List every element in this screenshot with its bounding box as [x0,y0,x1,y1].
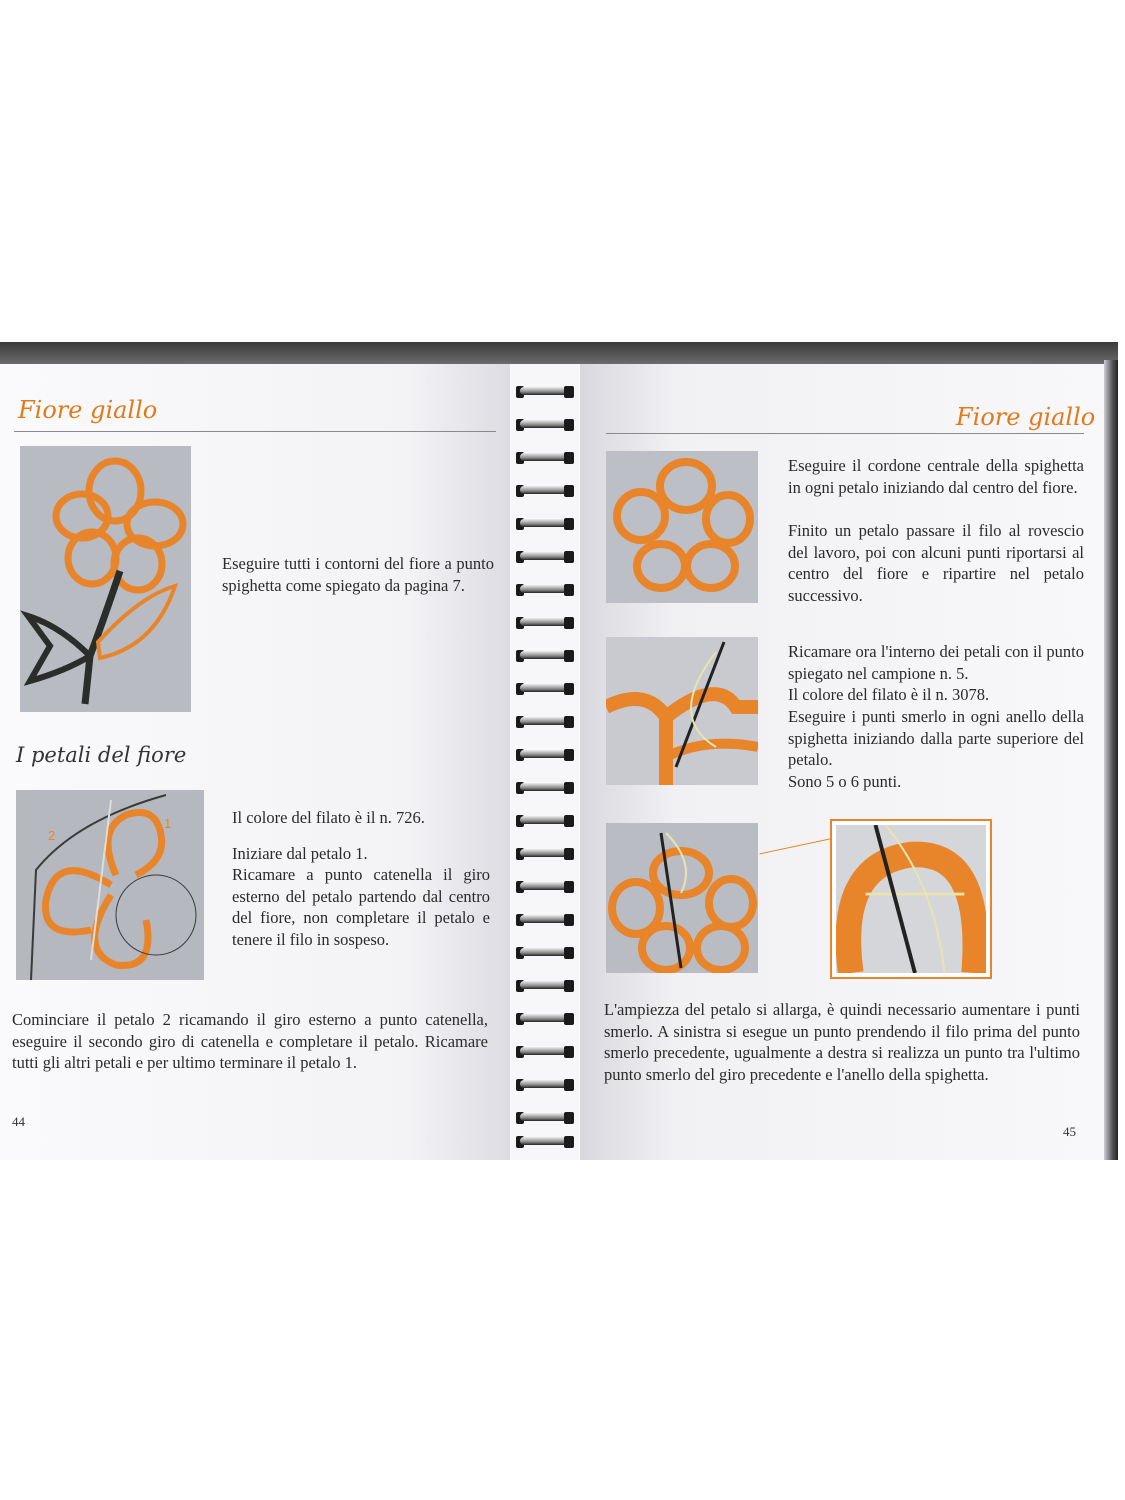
scan-right-edge [1104,360,1118,1160]
text-cordone: Eseguire il cordone centrale della spighetta in ogni petalo iniziando dal centro del fiore. [788,456,1084,497]
photo-label-2: 2 [48,828,56,843]
text-interno: Ricamare ora l'interno dei petali con il punto spiegato nel campione n. 5. [788,642,1084,683]
left-subtitle: I petali del fiore [16,743,187,767]
text-iniziare: Iniziare dal petalo 1. [232,844,368,863]
smerlo-detail-illustration [836,825,986,973]
text-ricamare: Ricamare a punto catenella il giro esterno del petalo partendo dal centro del fiore, non completare il petalo e tenere il filo in sospeso. [232,865,490,949]
text-colore-3078: Il colore del filato è il n. 3078. [788,685,990,704]
right-page-title: Fiore giallo [956,403,1096,431]
text-finito: Finito un petalo passare il filo al rovescio del lavoro, poi con alcuni punti riportarsi al centro del fiore e ripartire nel petalo successivo. [788,521,1084,605]
photo-label-1: 1 [164,816,172,831]
text-punti: Sono 5 o 6 punti. [788,772,902,791]
photo-flower-smerlo [606,823,758,973]
text-contorni: Eseguire tutti i contorni del fiore a punto spighetta come spiegato da pagina 7. [222,554,494,595]
text-colore-726: Il colore del filato è il n. 726. [232,808,425,827]
left-page-title: Fiore giallo [18,396,158,424]
text-smerlo: Eseguire i punti smerlo in ogni anello della spighetta iniziando dalla parte superiore del petalo. [788,707,1084,769]
photo-needle-interno [606,637,758,785]
photo-flower-cordone [606,451,758,603]
left-title-rule [14,431,496,432]
text-ampiezza: L'ampiezza del petalo si allarga, è quindi necessario aumentare i punti smerlo. A sinistra si esegue un punto prendendo il filo prima del punto smerlo precedente, ugualmente a destra si realizza un punto tra l'ultimo punto smerlo del giro precedente e l'anello della spighetta. [604,1000,1080,1084]
right-title-rule [606,433,1084,434]
left-page-number: 44 [12,1114,25,1129]
scan-top-shadow [0,342,1118,364]
flower-outline-illustration [20,446,191,712]
flower-cordone-illustration [606,451,758,603]
right-page-number: 45 [1063,1124,1076,1139]
flower-smerlo-illustration [606,823,758,973]
text-cominciare: Cominciare il petalo 2 ricamando il giro esterno a punto catenella, eseguire il secondo giro di catenella e completare il petalo. Ricamare tutti gli altri petali e per ultimo terminare il petalo 1. [12,1010,488,1072]
spiral-binding [514,385,580,1155]
petals-stitching-illustration [16,790,204,980]
photo-flower-outline [20,446,191,712]
photo-smerlo-detail [830,819,992,979]
needle-interno-illustration [606,637,758,785]
photo-petals-stitching [16,790,204,980]
